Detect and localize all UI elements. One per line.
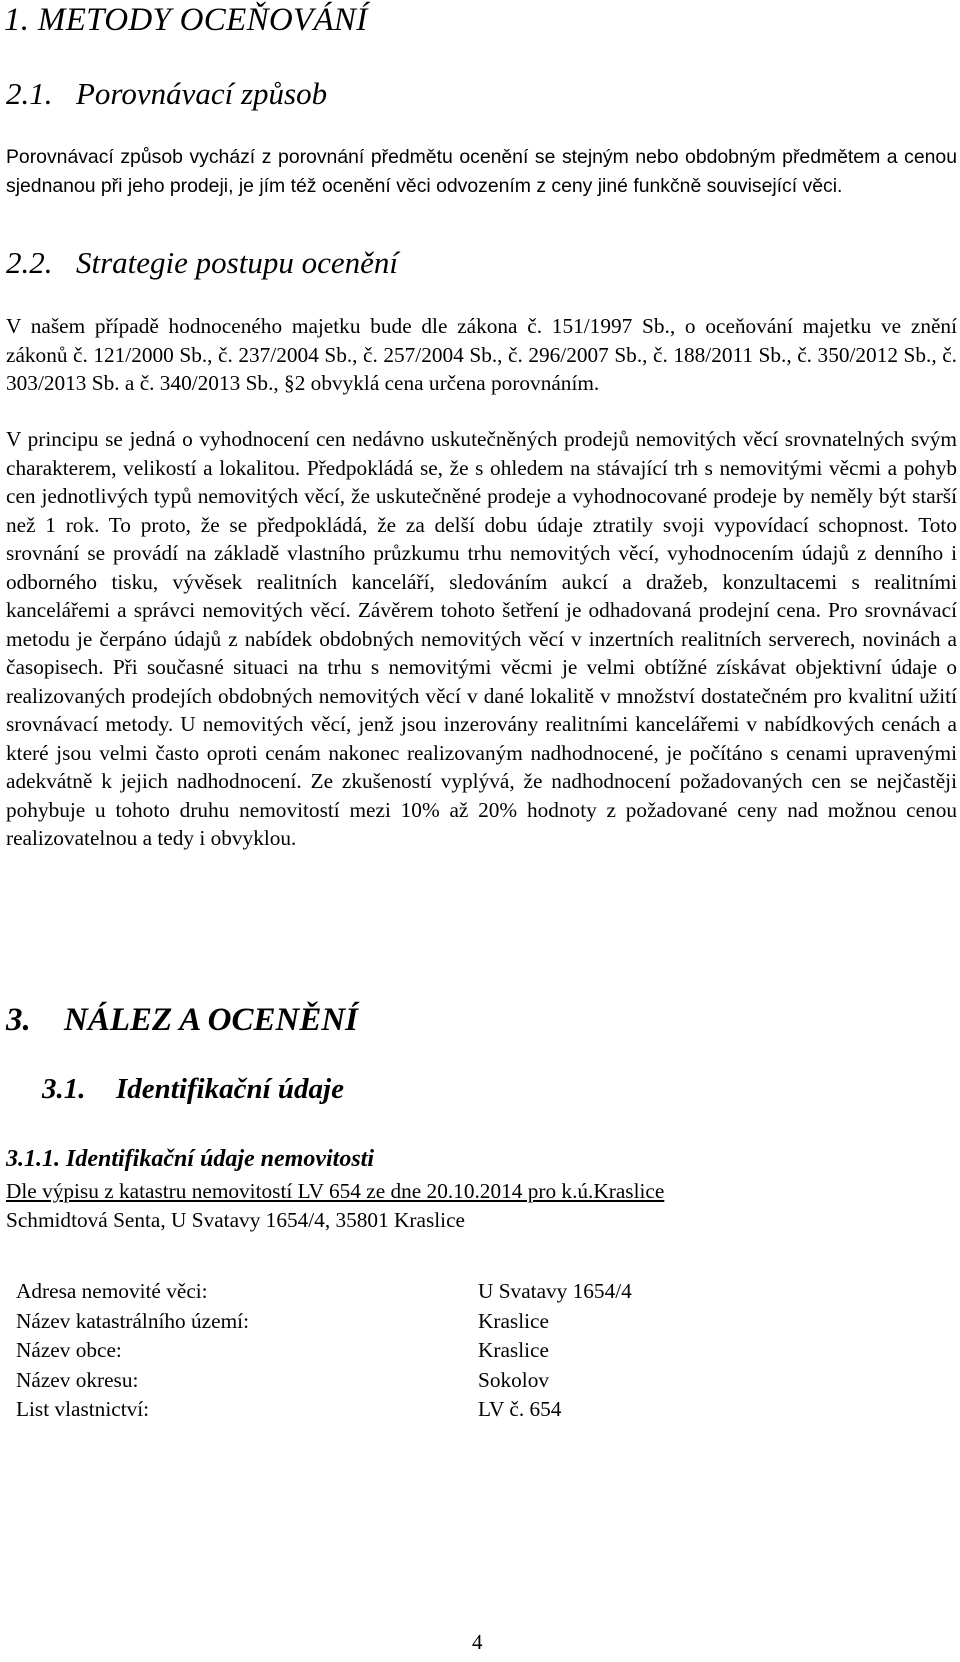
info-label: List vlastnictví: bbox=[16, 1397, 150, 1421]
info-value: Sokolov bbox=[478, 1367, 550, 1392]
info-label: Název katastrálního území: bbox=[16, 1308, 249, 1333]
section-title: Porovnávací způsob bbox=[76, 76, 328, 111]
section-number: 2.1. bbox=[6, 76, 53, 111]
section-title: Identifikační údaje bbox=[116, 1073, 344, 1105]
lv-source-line: Dle výpisu z katastru nemovitostí LV 654 ze dne 20.10.2014 pro k.ú.Kraslice bbox=[6, 1179, 665, 1203]
section-number: 2.2. bbox=[6, 245, 53, 280]
info-row bbox=[16, 1309, 716, 1339]
info-value: Kraslice bbox=[478, 1338, 549, 1362]
main-heading: 1. METODY OCEŇOVÁNÍ bbox=[4, 2, 368, 38]
info-value: Kraslice bbox=[478, 1308, 549, 1333]
section-heading-2-2 bbox=[6, 245, 398, 281]
info-value: LV č. 654 bbox=[478, 1397, 562, 1421]
info-row bbox=[16, 1279, 716, 1309]
property-info-table bbox=[16, 1279, 716, 1427]
section-heading-3-1 bbox=[42, 1073, 344, 1106]
info-value: U Svatavy 1654/4 bbox=[478, 1279, 632, 1303]
section-number: 3. bbox=[6, 1002, 31, 1038]
info-row bbox=[16, 1338, 716, 1368]
section-title: NÁLEZ A OCENĚNÍ bbox=[64, 1002, 359, 1038]
paragraph-comparative-method: Porovnávací způsob vychází z porovnání předmětu ocenění se stejným nebo obdobným předmětem a cenou sjednanou při jeho prodeji, je jím též ocenění věci odvozením z ceny jiné funkčně související věci. bbox=[6, 146, 957, 197]
info-label: Adresa nemovité věci: bbox=[16, 1279, 208, 1303]
info-label: Název okresu: bbox=[16, 1367, 139, 1392]
section-heading-3 bbox=[6, 1002, 358, 1039]
owner-line: Schmidtová Senta, U Svatavy 1654/4, 35801 Kraslice bbox=[6, 1208, 465, 1232]
info-row bbox=[16, 1397, 716, 1427]
page-number: 4 bbox=[472, 1630, 483, 1654]
section-heading-2-1 bbox=[6, 76, 327, 112]
paragraph-strategy-principle: V principu se jedná o vyhodnocení cen nedávno uskutečněných prodejů nemovitých věcí srovnatelných svým charakterem, velikostí a lokalitou. Předpokládá se, že s ohledem na stávající trh s nemovitými věcmi a pohyb cen jednotlivých typů nemovitých věcí, že uskutečněné prodeje a vyhodnocované prodeje by neměly být starší než 1 rok. To proto, že se předpokládá, že za delší dobu údaje ztratily svoji vypovídací schopnost. Toto srovnání se provádí na základě vlastního průzkumu trhu nemovitých věcí, vyhodnocením údajů z denního i odborného tisku, vývěsek realitních kanceláří, sledováním aukcí a dražeb, konzultacemi s realitními kancelářemi a správci nemovitých věcí. Závěrem tohoto šetření je odhadovaná prodejní cena. Pro srovnávací metodu je čerpáno údajů z nabídek obdobných nemovitých věcí v inzertních realitních serverech, novinách a časopisech. Při současné situaci na trhu s nemovitými věcmi je velmi obtížné získávat objektivní údaje o realizovaných prodejích obdobných nemovitých věcí v dané lokalitě v množství dostatečném pro kvalitní užití srovnávací metody. U nemovitých věcí, jenž jsou inzerovány realitními kancelářemi v nabídkových cenách a které jsou velmi často oproti cenám nakonec realizovaným nadhodnocené, je počítáno s cenami upravenými adekvátně k jejich nadhodnocení. Ze zkušeností vyplývá, že nadhodnocení požadovaných cen se nejčastěji pohybuje u tohoto druhu nemovitostí mezi 10% až 20% hodnoty z požadované ceny nad možnou cenou realizovatelnou a tedy i obvyklou. bbox=[6, 427, 957, 850]
section-heading-3-1-1: 3.1.1. Identifikační údaje nemovitosti bbox=[6, 1146, 375, 1172]
paragraph-strategy-law: V našem případě hodnoceného majetku bude dle zákona č. 151/1997 Sb., o oceňování majetku ve znění zákonů č. 121/2000 Sb., č. 237/2004 Sb., č. 257/2004 Sb., č. 296/2007 Sb., č. 188/2011 Sb., č. 350/2012 Sb., č. 303/2013 Sb. a č. 340/2013 Sb., §2 obvyklá cena určena porovnáním. bbox=[6, 314, 957, 395]
info-row bbox=[16, 1368, 716, 1398]
info-label: Název obce: bbox=[16, 1338, 122, 1362]
section-number: 3.1. bbox=[42, 1073, 86, 1105]
section-title: Strategie postupu ocenění bbox=[76, 245, 398, 280]
